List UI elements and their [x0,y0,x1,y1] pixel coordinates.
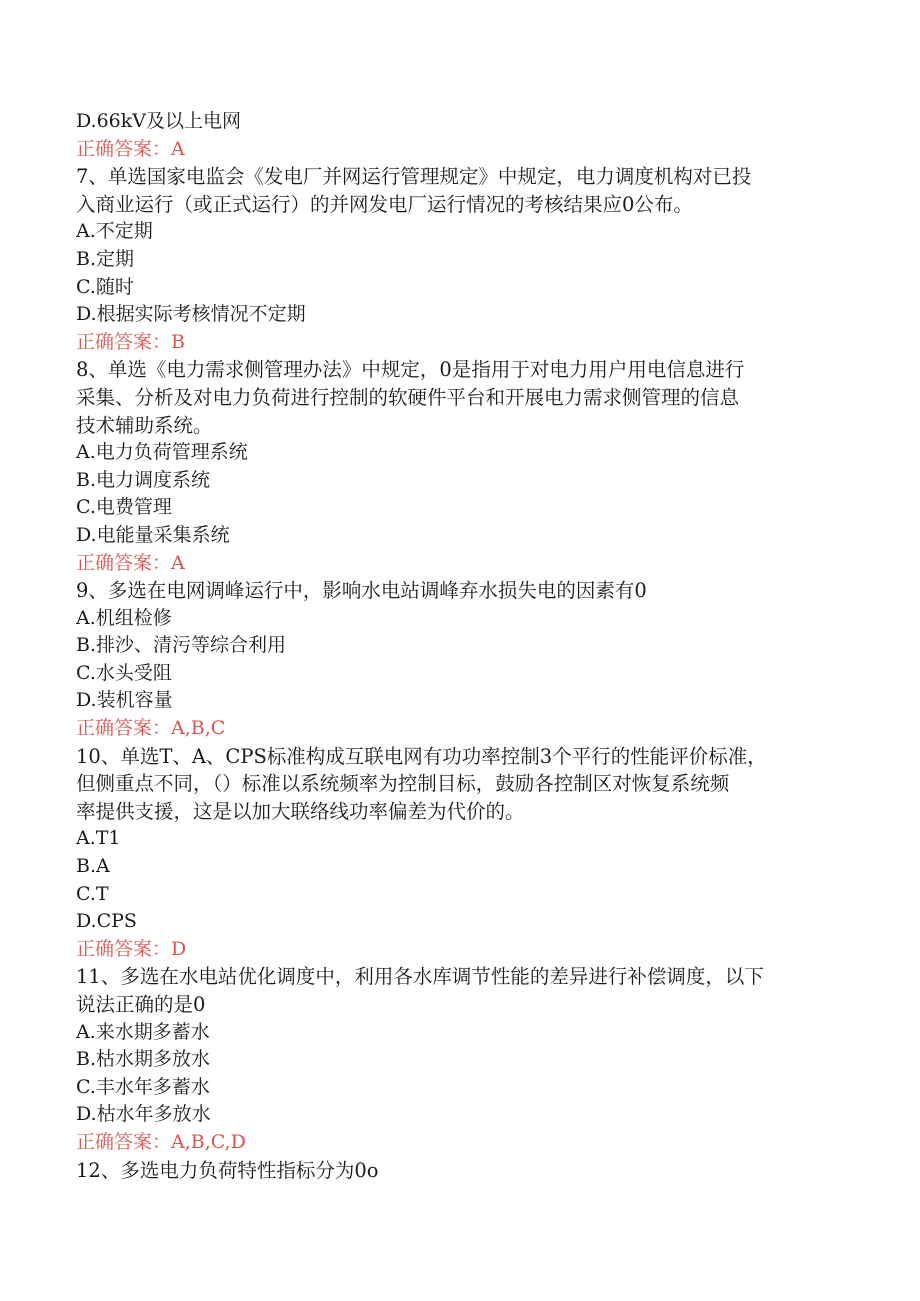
option-line: A.不定期 [76,220,153,243]
option-line: B.A [76,855,110,878]
correct-answer [76,936,846,964]
option-line: D.电能量采集系统 [76,523,230,546]
question-block [76,163,846,356]
option-line: D.装机容量 [76,689,173,712]
question-stem: 9、多选在电网调峰运行中，影响水电站调峰弃水损失电的因素有0 [76,579,647,603]
question-stem: 12、多选电力负荷特性指标分为0o [76,1158,379,1182]
option-line: A.T1 [76,827,121,850]
answer-label: 正确答案： [76,551,172,574]
answer-value: A,B,C [171,717,226,740]
question-block [76,743,846,964]
option-line: B.定期 [76,247,135,270]
option-line: C.丰水年多蓄水 [76,1075,210,1098]
option-line: C.随时 [76,275,134,298]
answer-value: D [171,937,187,960]
answer-label: 正确答案： [76,717,172,740]
question-stem: 说法正确的是0 [76,993,206,1016]
answer-value: B [171,330,185,353]
question-block [76,577,846,743]
question-stem: 技术辅助系统。 [76,413,213,437]
correct-answer [76,136,846,164]
correct-answer [76,1129,846,1157]
answer-label: 正确答案： [76,137,172,160]
answer-label: 正确答案： [76,937,172,960]
question-block [76,356,846,577]
question-stem: 采集、分析及对电力负荷进行控制的软硬件平台和开展电力需求侧管理的信息 [76,385,740,409]
option-line: A.来水期多蓄水 [76,1020,210,1043]
answer-value: A,B,C,D [171,1130,246,1153]
option-line: C.水头受阻 [76,661,172,684]
correct-answer [76,550,846,578]
question-stem: 率提供支援，这是以加大联络线功率偏差为代价的。 [76,799,525,823]
option-line: D.66kV及以上电网 [76,110,242,132]
option-line: D.枯水年多放水 [76,1103,211,1126]
correct-answer [76,715,846,743]
question-stem: 11、多选在水电站优化调度中，利用各水库调节性能的差异进行补偿调度，以下 [76,965,764,989]
option-line: A.电力负荷管理系统 [76,441,248,464]
answer-value: A [171,551,185,574]
option-line: D.根据实际考核情况不定期 [76,303,306,326]
document-page [76,108,846,1184]
question-stem: 8、单选《电力需求侧管理办法》中规定，0是指用于对电力用户用电信息进行 [76,358,745,382]
option-line: B.枯水期多放水 [76,1048,211,1071]
question-stem: 但侧重点不同，（）标准以系统频率为控制目标，鼓励各控制区对恢复系统频 [76,772,730,796]
option-line: C.T [76,882,109,905]
question-stem: 入商业运行（或正式运行）的并网发电厂运行情况的考核结果应0公布。 [76,192,693,216]
answer-value: A [171,137,185,160]
option-line: B.电力调度系统 [76,468,211,491]
option-line: B.排沙、清污等综合利用 [76,634,287,657]
question-list [76,163,846,1156]
question-block [76,963,846,1156]
correct-answer [76,329,846,357]
option-line: D.CPS [76,910,137,933]
question-stem: 7、单选国家电监会《发电厂并网运行管理规定》中规定，电力调度机构对已投 [76,165,752,189]
answer-label: 正确答案： [76,330,172,353]
option-line: A.机组检修 [76,606,172,629]
question-stem: 10、单选T、A、CPS标准构成互联电网有功功率控制3个平行的性能评价标准， [76,744,767,768]
option-line: C.电费管理 [76,496,172,519]
answer-label: 正确答案： [76,1130,172,1153]
